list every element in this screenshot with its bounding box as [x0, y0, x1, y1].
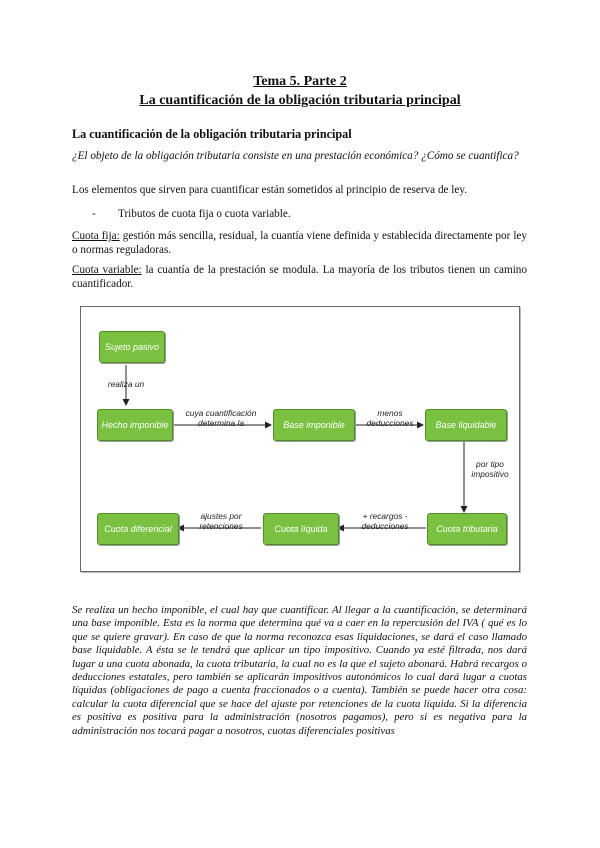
cuota-fija-label: Cuota fija: [72, 230, 120, 242]
cuota-variable-label: Cuota variable: [72, 264, 142, 276]
label-realiza-un: realiza un [107, 379, 145, 389]
cuota-variable-text: la cuantía de la prestación se modula. La mayoría de los tributos tienen un camino cuantificador. [72, 264, 527, 290]
cuota-variable-paragraph [72, 263, 527, 291]
box-cuota-liquida: Cuota líquida [263, 513, 339, 545]
quantification-flow-diagram [80, 306, 520, 572]
label-por-tipo-impositivo: por tipo impositivo [471, 459, 509, 479]
label-recargos-deducciones: + recargos - deducciones [361, 511, 409, 531]
cuota-fija-paragraph [72, 229, 527, 257]
question-paragraph: ¿El objeto de la obligación tributaria consiste en una prestación económica? ¿Cómo se cuantifica? [72, 150, 519, 162]
explanation-paragraph: Se realiza un hecho imponible, el cual hay que cuantificar. Al llegar a la cuantificación, se determinará una base imponible. Esta es la norma que determina qué va a caer en la repercusión del IVA ( qué es lo que se quiere gravar). En caso de que la norma reconozca esas liquidaciones, se dará el caso llamado base liquidable. A ésta se le tendrá que aplicar un tipo impositivo. Cuando ya esté filtrada, nos dará lugar a una cuota abonada, la cuota tributaria, la cual no es la que el sujeto abonará. Habrá recargos o deducciones estatales, pero también se aplicarán impositivos autonómicos lo cual dará lugar a cuotas líquidas (obligaciones de pago a cuenta fraccionados o a cuenta). También se puede hacer otra cosa: calcular la cuota diferencial que se hace del ajuste por retenciones de la cuota líquida. Si la diferencia es positiva es positiva para la administración (nosotros pagamos), pero si es negativa para la administración nos tocará pagar a nosotros, cuotas diferenciales positivas [72, 604, 527, 737]
box-cuota-diferencial: Cuota diferencial [97, 513, 179, 545]
box-base-liquidable: Base liquidable [425, 409, 507, 441]
box-sujeto-pasivo: Sujeto pasivo [99, 331, 165, 363]
bullet-text: Tributos de cuota fija o cuota variable. [118, 208, 291, 220]
label-ajustes-retenciones: ajustes por retenciones [199, 511, 243, 531]
page-subtitle: La cuantificación de la obligación tributaria principal [139, 93, 461, 108]
box-cuota-tributaria: Cuota tributaria [427, 513, 507, 545]
cuota-fija-text: gestión más sencilla, residual, la cuantía viene definida y establecida directamente por ley o normas reguladoras. [72, 230, 527, 256]
bullet-dash: - [92, 208, 96, 220]
list-item [92, 207, 492, 221]
page-title: Tema 5. Parte 2 [253, 74, 347, 89]
section-heading: La cuantificación de la obligación tributaria principal [72, 127, 352, 141]
box-base-imponible: Base imponible [273, 409, 355, 441]
label-menos-deducciones: menos deducciones [366, 408, 414, 428]
reserve-of-law-paragraph: Los elementos que sirven para cuantificar están sometidos al principio de reserva de ley. [72, 184, 468, 196]
label-cuya-cuantificacion: cuya cuantificación determina la [185, 408, 257, 428]
box-hecho-imponible: Hecho imponible [97, 409, 173, 441]
